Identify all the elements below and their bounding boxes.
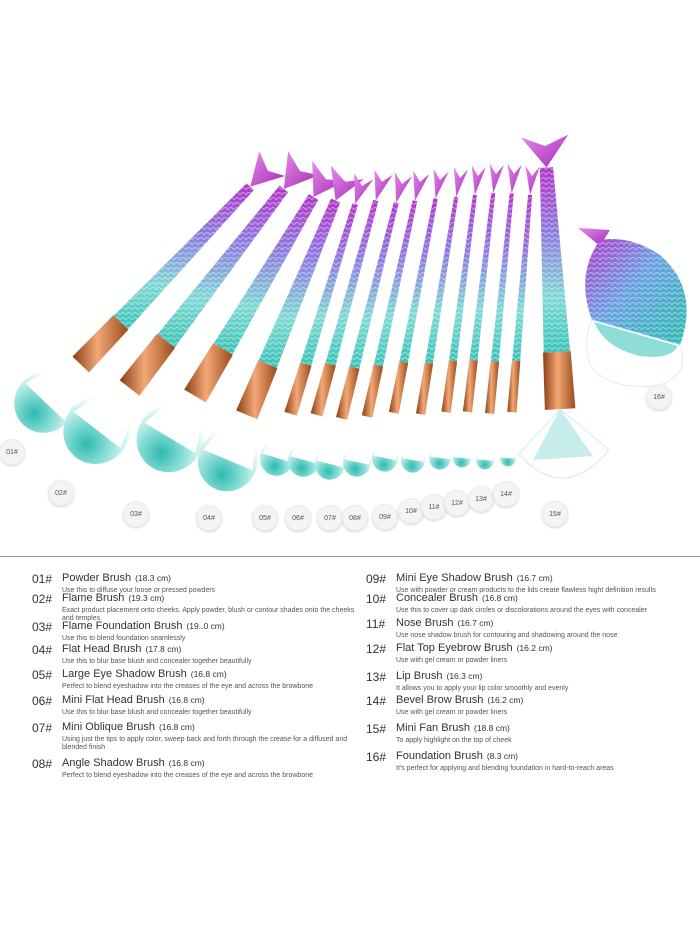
entry-name: Bevel Brow Brush: [396, 694, 484, 706]
badge-12: 12#: [444, 490, 470, 516]
entry-description: Use this to blend foundation seamlessly: [62, 635, 186, 642]
fish-foundation-brush: [578, 228, 687, 386]
brush-ferrule: [336, 366, 360, 420]
badge-03: 03#: [123, 501, 149, 527]
brush-ferrule: [236, 360, 277, 419]
mermaid-tail: [434, 169, 449, 199]
badge-01: 01#: [0, 439, 25, 465]
brush-ferrule: [184, 343, 233, 402]
badge-10: 10#: [398, 498, 424, 524]
entry-size: (16.2 cm): [516, 643, 553, 653]
entry-description: Perfect to blend eyeshadow into the creases of the eye and across the browbone: [62, 683, 313, 690]
brush-bristles-base: [402, 413, 425, 461]
brush-ferrule: [416, 362, 433, 415]
entry-title: [62, 643, 181, 655]
mermaid-tail: [472, 165, 486, 195]
brush-handle-scales: [512, 195, 532, 361]
mermaid-tail: [507, 163, 521, 193]
entry-number: 07#: [32, 721, 53, 735]
entry-name: Powder Brush: [62, 572, 132, 584]
entry-description: Using just the tips to apply color, sweep back and forth through the crease for a diffused and blended finish: [62, 736, 348, 751]
brush-handle-scales: [350, 202, 399, 369]
entry-description: Use this to blur base blush and concealer together beautifully: [62, 709, 252, 716]
mermaid-tail: [525, 165, 539, 194]
entry-number: 15#: [366, 722, 387, 736]
entry-name: Angle Shadow Brush: [62, 757, 165, 769]
brush-ferrule: [543, 351, 575, 410]
entry-name: Nose Brush: [396, 617, 454, 629]
entry-title: [396, 572, 553, 584]
entry-number: 01#: [32, 572, 53, 586]
entry-name: Flat Top Eyebrow Brush: [396, 642, 513, 654]
badge-05: 05#: [252, 505, 278, 531]
entry-number: 06#: [32, 694, 53, 708]
entry-size: (16.7 cm): [516, 573, 553, 583]
mermaid-tail: [354, 173, 373, 204]
entry-number: 12#: [366, 642, 387, 656]
entry-description: Use with powder or cream products to the lids create flawless hight definition results: [396, 587, 656, 594]
entry-size: (8.3 cm): [486, 751, 519, 761]
entry-title: [396, 670, 482, 682]
entry-name: Lip Brush: [396, 670, 443, 682]
entry-number: 09#: [366, 572, 387, 586]
brush-ferrule: [507, 360, 520, 412]
entry-name: Mini Flat Head Brush: [62, 694, 165, 706]
brush-bristles-base: [454, 411, 472, 459]
entry-title: [396, 750, 518, 762]
entry-description: Use with gel cream or powder liners: [396, 709, 508, 716]
entry-size: (19..0 cm): [186, 621, 225, 631]
badge-14: 14#: [493, 481, 519, 507]
mermaid-tail: [521, 135, 568, 168]
entry-title: [62, 572, 171, 584]
brush-bristles-base: [345, 415, 373, 464]
entry-number: 11#: [366, 617, 386, 631]
entry-description: Exact product placement onto cheeks. Apply powder, blush or contour shades onto the cheeks and temples: [62, 607, 355, 622]
entry-size: (18.8 cm): [473, 723, 510, 733]
badge-07: 07#: [317, 505, 343, 531]
badge-16: 16#: [646, 384, 672, 410]
brush-ferrule: [284, 362, 311, 415]
mermaid-tail: [413, 170, 429, 200]
brush-ferrule: [463, 360, 478, 413]
entry-name: Concealer Brush: [396, 592, 478, 604]
entry-size: (16.8 cm): [481, 593, 518, 603]
entry-number: 08#: [32, 757, 53, 771]
mermaid-tail: [454, 167, 468, 197]
entry-description: It allows you to apply your lip color smoothly and evenly: [396, 685, 569, 692]
brush-14: [499, 165, 539, 467]
brush-ferrule: [389, 361, 408, 414]
entry-number: 04#: [32, 643, 53, 657]
entry-name: Mini Oblique Brush: [62, 721, 155, 733]
entry-title: [62, 694, 205, 706]
brush-ferrule: [485, 361, 499, 414]
mermaid-tail: [250, 151, 285, 186]
entry-number: 05#: [32, 668, 53, 682]
entry-number: 10#: [366, 592, 387, 606]
brush-ferrule: [362, 364, 383, 417]
brush-ferrule: [120, 334, 176, 396]
entry-description: Use nose shadow brush for contouring and shadowing around the nose: [396, 632, 618, 639]
entry-title: [396, 694, 523, 706]
entry-description: To apply highlight on the top of cheek: [396, 737, 512, 744]
brush-bristles-base: [430, 412, 450, 460]
entry-size: (16.8 cm): [158, 722, 195, 732]
entry-description: Perfect to blend eyeshadow into the creases of the eye and across the browbone: [62, 772, 313, 779]
entry-title: [62, 668, 227, 680]
entry-title: [396, 592, 518, 604]
badge-08: 08#: [342, 505, 368, 531]
brush-ferrule: [311, 363, 336, 417]
entry-name: Flame Foundation Brush: [62, 620, 183, 632]
entry-number: 02#: [32, 592, 53, 606]
entry-description: Use this to blur base blush and concealer together beautifully: [62, 658, 252, 665]
divider: [0, 556, 700, 557]
entry-number: 13#: [366, 670, 387, 684]
entry-title: [62, 592, 164, 604]
entry-description: Use this to diffuse your loose or pressed powders: [62, 587, 216, 594]
badge-15: 15#: [542, 501, 568, 527]
brush-ferrule: [442, 360, 458, 413]
mermaid-tail: [490, 163, 504, 193]
entry-name: Large Eye Shadow Brush: [62, 668, 187, 680]
entry-description: It's perfect for applying and blending foundation in hard-to-reach areas: [396, 765, 614, 772]
entry-title: [396, 722, 510, 734]
entry-title: [396, 617, 493, 629]
entry-name: Flat Head Brush: [62, 643, 142, 655]
entry-size: (16.7 cm): [457, 618, 494, 628]
entry-size: (16.8 cm): [190, 669, 227, 679]
mermaid-tail: [374, 170, 392, 201]
badge-02: 02#: [48, 480, 74, 506]
entry-description: Use this to cover up dark circles or discolorations around the eyes with concealer: [396, 607, 647, 614]
entry-title: [396, 642, 552, 654]
badge-11: 11#: [421, 494, 447, 520]
entry-title: [62, 620, 225, 632]
mermaid-tail: [395, 172, 412, 203]
entry-size: (16.8 cm): [168, 758, 205, 768]
badge-09: 09#: [372, 504, 398, 530]
entry-size: (16.8 cm): [168, 695, 205, 705]
entry-number: 03#: [32, 620, 53, 634]
entry-size: (18.3 cm): [135, 573, 171, 583]
badge-06: 06#: [285, 505, 311, 531]
brush-ferrule: [72, 315, 128, 372]
entry-size: (16.2 cm): [487, 695, 524, 705]
entry-title: [62, 757, 205, 769]
entry-name: Flame Brush: [62, 592, 125, 604]
brush-bristles-base: [501, 412, 517, 459]
entry-size: (16.3 cm): [446, 671, 483, 681]
brush-handle-scales: [540, 167, 570, 353]
entry-number: 16#: [366, 750, 387, 764]
entry-name: Mini Fan Brush: [396, 722, 470, 734]
brush-handle-scales: [491, 193, 514, 362]
entry-number: 14#: [366, 694, 387, 708]
entry-name: Mini Eye Shadow Brush: [396, 572, 513, 584]
brush-bristles-base: [477, 413, 494, 461]
entry-size: (19.3 cm): [128, 593, 165, 603]
badge-13: 13#: [468, 486, 494, 512]
badge-04: 04#: [196, 505, 222, 531]
brush-bristles-base: [374, 412, 399, 460]
entry-name: Foundation Brush: [396, 750, 483, 762]
entry-size: (17.8 cm): [145, 644, 182, 654]
entry-title: [62, 721, 195, 733]
entry-description: Use with gel cream or powder liners: [396, 657, 508, 664]
